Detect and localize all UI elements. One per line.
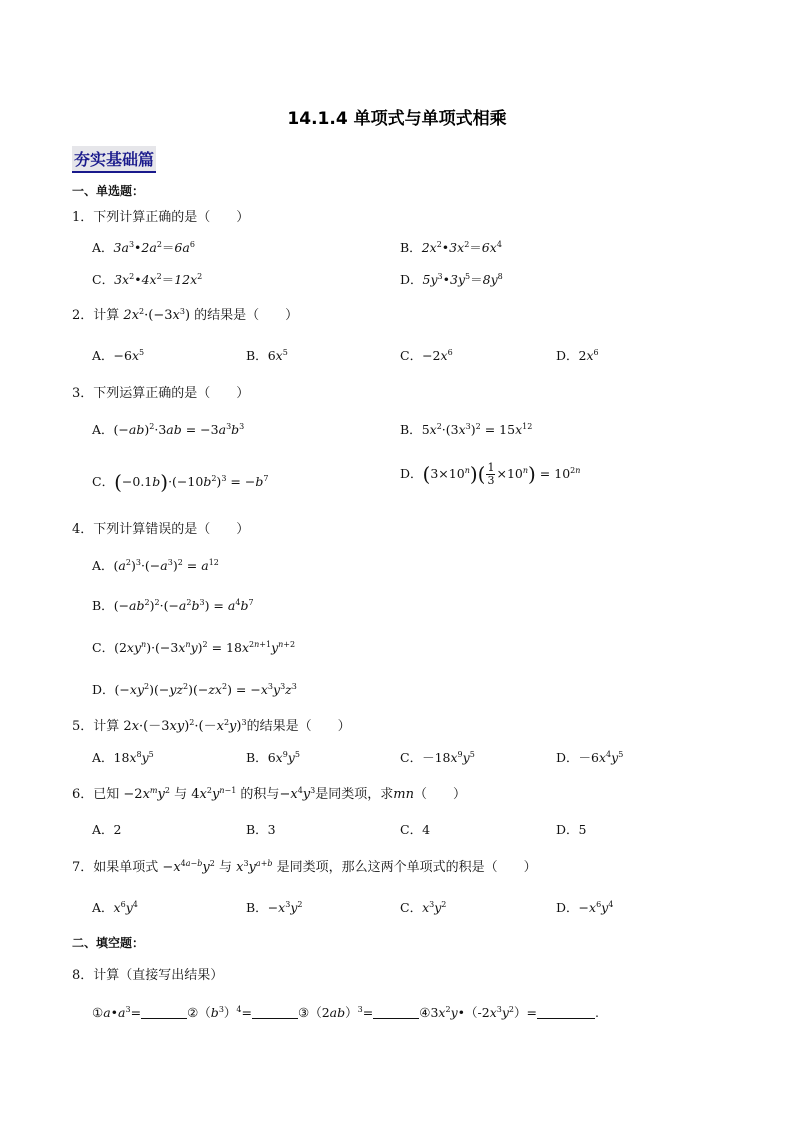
question-1-stem: 1．下列计算正确的是（ ） xyxy=(72,210,250,225)
q8-blank-3[interactable] xyxy=(373,1006,419,1019)
question-4-stem: 4．下列计算错误的是（ ） xyxy=(72,522,250,537)
q7-option-d: D．$-x^6y^4$ xyxy=(556,900,614,915)
q1-option-b: B．$2x^2•3x^2=6x^4$ xyxy=(400,240,502,255)
q8-items: $①a•a^3=$ $②(b^3)^4=$ $③(2ab)^3=$ $④3x^2y•(-2x^3y^2)=$ . xyxy=(92,1005,599,1020)
q5-option-b: B．$6x^9y^5$ xyxy=(246,750,300,765)
q8-blank-4[interactable] xyxy=(537,1006,595,1019)
q3-option-c: C．$(-0.1b)\cdot(-10b^2)^3 = -b^7$ xyxy=(92,470,269,494)
q1-option-c: C．$3x^2•4x^2=12x^2$ xyxy=(92,272,203,287)
q2-option-b: B．$6x^5$ xyxy=(246,348,288,363)
part-single-choice: 一、单选题： xyxy=(72,184,145,198)
q6-option-c: C．4 xyxy=(400,822,431,837)
q4-option-a: A．$(a^2)^3\cdot(-a^3)^2 = a^{12}$ xyxy=(92,558,219,573)
question-7-stem: 7．如果单项式 $-x^{4a-b}y^2$ 与 $x^3y^{a+b}$ 是同类项，那么这两个单项式的积是（ ） xyxy=(72,859,537,875)
q4-option-d: D．$(-xy^2)(-yz^2)(-zx^2) = -x^3y^3z^3$ xyxy=(92,682,297,697)
q5-option-d: D．$-6x^4y^5$ xyxy=(556,750,624,765)
q5-option-a: A．$18x^8y^5$ xyxy=(92,750,154,765)
q2-option-c: C．$-2x^6$ xyxy=(400,348,453,363)
q2-option-a: A．$-6x^5$ xyxy=(92,348,145,363)
q2-option-d: D．$2x^6$ xyxy=(556,348,599,363)
question-2-stem: 2．计算 $2x^2\cdot(-3x^3)$ 的结果是（ ） xyxy=(72,307,299,323)
q6-option-b: B．3 xyxy=(246,822,276,837)
question-8-stem: 8．计算（直接写出结果） xyxy=(72,968,224,983)
page-title: 14.1.4 单项式与单项式相乘 xyxy=(287,109,507,129)
question-3-stem: 3．下列运算正确的是（ ） xyxy=(72,386,250,401)
q4-option-b: B．$(-ab^2)^2\cdot(-a^2b^3) = a^4b^7$ xyxy=(92,598,254,613)
q3-option-a: A．$(-ab)^2\cdot 3ab = -3a^3b^3$ xyxy=(92,422,245,437)
q3-option-b: B．$5x^2\cdot(3x^3)^2 = 15x^{12}$ xyxy=(400,422,533,437)
q1-option-d: D．$5y^3•3y^5=8y^8$ xyxy=(400,272,503,287)
q7-option-a: A．$x^6y^4$ xyxy=(92,900,138,915)
q6-option-d: D．5 xyxy=(556,822,587,837)
q5-option-c: C．$-18x^9y^5$ xyxy=(400,750,475,765)
q1-option-a: A．$3a^3•2a^2=6a^6$ xyxy=(92,240,195,255)
q3-option-d: D．$(3\times 10^n)$( $\frac{1}{3}$ $\times 10^n) = 10^{2n}$ xyxy=(400,461,581,487)
q6-option-a: A．2 xyxy=(92,822,122,837)
q7-option-b: B．$-x^3y^2$ xyxy=(246,900,303,915)
q8-blank-1[interactable] xyxy=(141,1006,187,1019)
question-5-stem: 5．计算 $2x\cdot(-3xy)^2\cdot(-x^2y)^3$的结果是（ ） xyxy=(72,718,351,734)
q8-blank-2[interactable] xyxy=(252,1006,298,1019)
question-6-stem: 6．已知 $-2x^my^2$ 与 $4x^2y^{n-1}$ 的积与$-x^4y^3$是同类项，求mn（ ） xyxy=(72,786,466,802)
section-banner: 夯实基础篇 xyxy=(72,146,156,173)
q4-option-c: C．$(2xy^n)\cdot(-3x^ny)^2 = 18x^{2n+1}y^{n+2}$ xyxy=(92,640,296,655)
q7-option-c: C．$x^3y^2$ xyxy=(400,900,447,915)
part-fill-in: 二、填空题： xyxy=(72,936,145,950)
